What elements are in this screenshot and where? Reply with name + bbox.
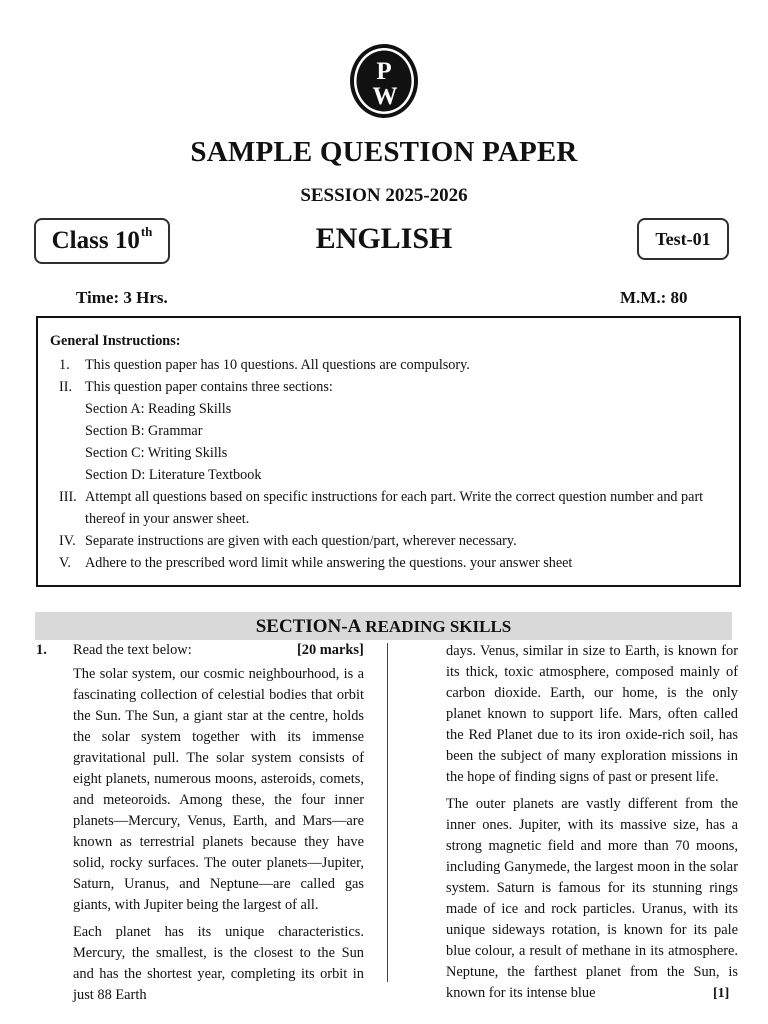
instruction-item <box>50 552 727 574</box>
test-badge <box>637 218 729 260</box>
passage-left-column <box>73 664 364 1012</box>
section-a-label: SECTION-A <box>255 616 362 637</box>
section-a-title: READING SKILLS <box>365 617 512 636</box>
question-marks: [20 marks] <box>297 642 364 658</box>
instruction-number: II. <box>59 379 72 395</box>
pw-logo <box>349 43 419 119</box>
passage-paragraph: The outer planets are vastly different from the inner ones. Jupiter, with its massive size, has a strong magnetic field and more than 70 moons, including Ganymede, the largest moon in the solar system. Saturn is famous for its stunning rings made of ice and rock particles. Uranus, with its unique sideways rotation, is known for its pale blue colour, a result of methane in its atmosphere. Neptune, the farthest planet from the Sun, is known for its intense blue <box>446 796 738 1001</box>
passage-right-column <box>446 641 738 1010</box>
class-suffix: th <box>140 224 153 239</box>
test-label: Test-01 <box>655 228 711 249</box>
section-list-item: Section D: Literature Textbook <box>85 467 262 483</box>
instruction-number: III. <box>59 489 77 505</box>
instruction-item <box>50 354 727 376</box>
instruction-text: This question paper contains three sections: <box>85 379 333 395</box>
instruction-text: Attempt all questions based on specific instructions for each part. Write the correct question number and part thereof in your answer sheet. <box>85 489 704 527</box>
instruction-text: Separate instructions are given with each question/part, wherever necessary. <box>85 533 517 549</box>
page-title: SAMPLE QUESTION PAPER <box>190 136 578 168</box>
instruction-text: This question paper has 10 questions. All questions are compulsory. <box>85 357 470 373</box>
logo-letter-p: P <box>376 58 392 85</box>
instruction-number: 1. <box>59 357 70 373</box>
instruction-item <box>50 376 727 398</box>
column-divider <box>387 643 388 982</box>
max-marks-label: M.M.: 80 <box>620 288 688 307</box>
class-label: Class 10 <box>51 227 140 254</box>
section-list-item: Section C: Writing Skills <box>85 445 228 461</box>
instruction-number: V. <box>59 555 71 571</box>
section-list-item: Section A: Reading Skills <box>85 401 232 417</box>
page-number: [1] <box>713 986 730 1001</box>
instruction-text: Adhere to the prescribed word limit while answering the questions. your answer sheet <box>85 555 573 571</box>
logo-letter-w: W <box>372 83 398 110</box>
section-list-item: Section B: Grammar <box>85 423 203 439</box>
passage-paragraph: The solar system, our cosmic neighbourhood, is a fascinating collection of celestial bodies that orbit the Sun. The Sun, a giant star at the centre, holds the solar system together with its immense gravitational pull. The solar system consists of eight planets, numerous moons, asteroids, comets, and meteoroids. Among these, the four inner planets—Mercury, Venus, Earth, and Mars—are known as terrestrial planets because they have solid, rocky surfaces. The outer planets—Jupiter, Saturn, Uranus, and Neptune—are called gas giants, with Jupiter being the largest of all. <box>73 666 364 913</box>
instruction-item <box>50 530 727 552</box>
section-a-header <box>35 612 732 640</box>
class-badge <box>34 218 170 264</box>
passage-paragraph: Each planet has its unique characteristics. Mercury, the smallest, is the closest to the Sun and has the shortest year, completing its orbit in just 88 Earth <box>73 924 364 1003</box>
question-prompt: Read the text below: <box>73 642 192 658</box>
instruction-item <box>50 486 727 530</box>
session-label: SESSION 2025-2026 <box>300 185 468 206</box>
general-instructions-box <box>36 316 741 587</box>
question-number: 1. <box>36 642 47 658</box>
time-label: Time: 3 Hrs. <box>76 288 168 307</box>
instructions-heading: General Instructions: <box>50 333 181 349</box>
passage-paragraph: days. Venus, similar in size to Earth, is known for its thick, toxic atmosphere, composed mainly of carbon dioxide. Earth, our home, is the only planet known to support life. Mars, often called the Red Planet due to its iron oxide-rich soil, has been the subject of many exploration missions in the hope of finding signs of past or present life. <box>446 643 738 785</box>
instruction-number: IV. <box>59 533 76 549</box>
subject-title: ENGLISH <box>315 222 453 255</box>
